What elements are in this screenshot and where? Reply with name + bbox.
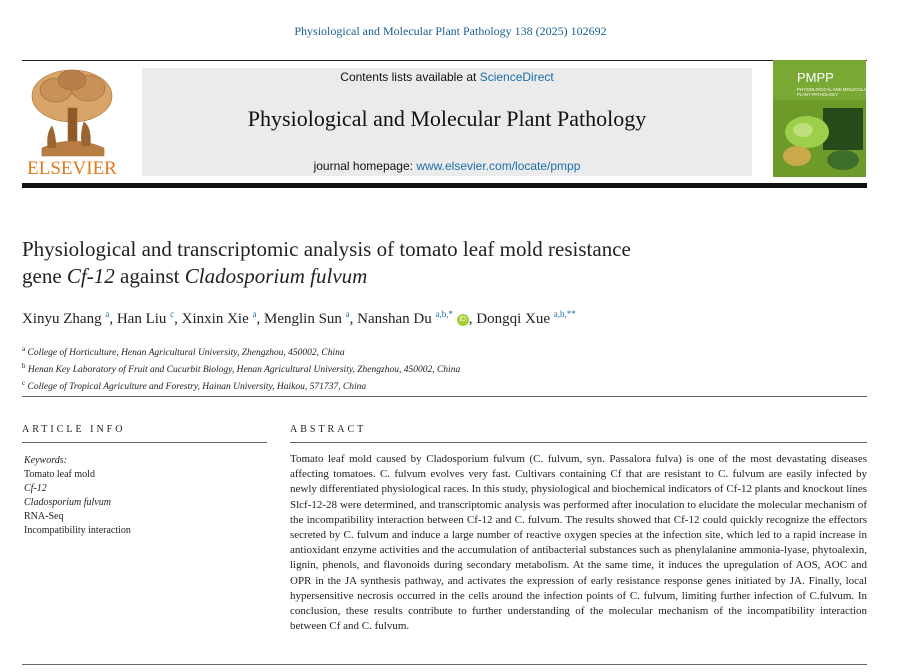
header-bottom-rule (22, 183, 867, 188)
contents-prefix: Contents lists available at (340, 70, 480, 84)
homepage-link[interactable]: www.elsevier.com/locate/pmpp (416, 159, 581, 173)
elsevier-tree-icon (22, 64, 122, 177)
keywords-block (24, 454, 264, 538)
author[interactable]: Menglin Sun $^a$ (263, 309, 350, 327)
cover-acronym: PMPP (797, 70, 834, 85)
elsevier-logo[interactable] (22, 64, 122, 177)
keyword-item: Cladosporium fulvum (24, 497, 111, 508)
journal-homepage-line (142, 159, 752, 173)
title-gene-prefix: gene (22, 264, 67, 288)
cover-subtitle-2: PLANT PATHOLOGY (797, 92, 839, 97)
author[interactable]: Nanshan Du $^{a,b,*}$ (357, 309, 453, 327)
title-gene: Cf-12 (66, 264, 115, 288)
title-species: Cladosporium fulvum (184, 264, 368, 288)
homepage-prefix: journal homepage: (313, 159, 417, 173)
affiliation-item: $^a$ College of Horticulture, Henan Agricultural University, Zhengzhou, 450002, China (22, 345, 345, 359)
abstract-heading: ABSTRACT (290, 424, 367, 435)
keyword-item: Tomato leaf mold (24, 469, 95, 480)
journal-cover[interactable] (773, 60, 866, 177)
journal-cover-image-icon (773, 60, 866, 177)
abstract-text: Tomato leaf mold caused by Cladosporium fulvum (C. fulvum, syn. Passalora fulva) is one of the most devastating diseases affecting tomatoes. C. fulvum evolves very fast. Cultivars containing Cf that are resistant to C. fulvum are easily infected by newly differentiated physiological races. In this study, physiological and biochemical indicators of Cf-12 plants and knockout lines Slcf-12-28 were determined, and transcriptomic analysis was performed after inoculation to elucidate the molecular mechanism of the incompatibility interaction between Cf-12 and C. fulvum. The results showed that Cf-12 could quickly recognize the effectors secreted by C. fulvum and induce a large number of reactive oxygen species at the infection site, which led to a rapid increase in antioxidant enzyme activities and the accumulation of antibacterial substances such as phenylalanine ammonia-lyase, phytoalexin, lignin, phenols, and flavonoids during secondary metabolism. At the same time, it induces the upregulation of AOS, AOC and OPR in the JA synthesis pathway, and activates the expression of early resistance response genes initiated by JA. Finally, local hypersensitive necrosis occurred in the cells around the infection points of C. fulvum, limiting further infection of C.fulvum. In conclusion, these results contribute to further understanding of the molecular mechanism of the incompatibility interaction between Cf and C. fulvum. (290, 453, 867, 633)
journal-citation[interactable]: Physiological and Molecular Plant Pathology 138 (2025) 102692 (294, 24, 607, 38)
affiliation-item: $^c$ College of Tropical Agriculture and Forestry, Hainan University, Haikou, 571737, China (22, 379, 367, 393)
author-list: Xinyu Zhang $^a$, Han Liu $^c$, Xinxin Xie $^a$, Menglin Sun $^a$, Nanshan Du $^{a,b,*}$ iD , Dongqi Xue $^{a,b,**}$ (22, 309, 576, 327)
author[interactable]: Xinxin Xie $^a$ (181, 309, 257, 327)
keywords-label: Keywords: (24, 455, 67, 466)
affiliations (22, 343, 882, 394)
title-against: against (114, 264, 185, 288)
article-title (22, 236, 822, 290)
author[interactable]: Dongqi Xue $^{a,b,**}$ (476, 309, 576, 327)
keyword-item: Incompatibility interaction (24, 525, 131, 536)
cover-subtitle-1: PHYSIOLOGICAL AND MOLECULAR (797, 87, 866, 92)
author[interactable]: Han Liu $^c$ (116, 309, 175, 327)
abstract-bottom-rule (22, 664, 867, 665)
contents-line (142, 70, 752, 84)
article-info-rule (22, 442, 267, 443)
author[interactable]: Xinyu Zhang $^a$ (22, 309, 110, 327)
orcid-icon[interactable]: iD (457, 314, 469, 326)
article-info-heading: ARTICLE INFO (22, 424, 126, 435)
keyword-item: Cf-12 (24, 483, 47, 494)
header-top-rule (22, 60, 867, 61)
section-divider (22, 396, 867, 397)
title-line-1: Physiological and transcriptomic analysis of tomato leaf mold resistance (22, 237, 631, 261)
keyword-item: RNA-Seq (24, 511, 64, 522)
elsevier-wordmark: ELSEVIER (27, 158, 117, 177)
affiliation-item: $^b$ Henan Key Laboratory of Fruit and Cucurbit Biology, Henan Agricultural University, Zhengzhou, 450002, China (22, 362, 461, 376)
journal-title[interactable]: Physiological and Molecular Plant Pathology (247, 106, 647, 131)
abstract-rule (290, 442, 867, 443)
sciencedirect-link[interactable]: ScienceDirect (479, 70, 554, 84)
